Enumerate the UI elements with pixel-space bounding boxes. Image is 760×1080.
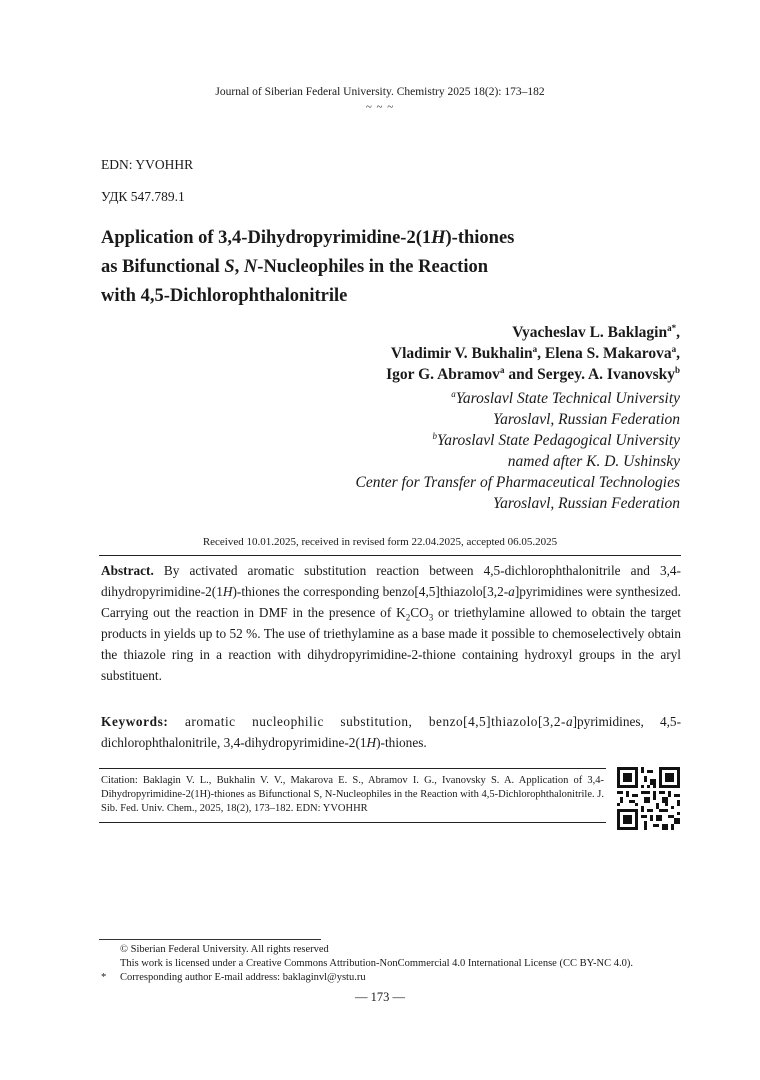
abstract-text: or triethylamine allowed to obtain the target products in yields up to 52 %. The use of triethylamine as a base made it possible to chemoselectively obtain the thiazole ring in a reaction with dihydropyrimidine-2-thione containing hydroxyl groups in the aryl substituent. bbox=[101, 605, 682, 683]
divider bbox=[99, 555, 681, 556]
copyright-text: © Siberian Federal University. All rights reserved bbox=[120, 944, 329, 955]
abstract-label: Abstract. bbox=[101, 563, 154, 578]
author-affil-mark: a* bbox=[667, 322, 677, 333]
affil-line: named after K. D. Ushinsky bbox=[507, 453, 680, 470]
keywords-text: ]pyrimidines, 4,5-dichlorophthalonitrile, 3,4-dihydropyrimidine-2(1 bbox=[101, 714, 681, 750]
abstract bbox=[101, 560, 681, 686]
keywords bbox=[101, 711, 681, 753]
author-affil-mark: a bbox=[671, 343, 677, 354]
author-name: , Elena S. Makarova bbox=[537, 345, 672, 362]
corresponding-author: Corresponding author E-mail address: baklaginvl@ystu.ru bbox=[120, 972, 366, 983]
abstract-text: ]pyrimidines were synthesized. Carrying out the reaction in DMF in the presence of K bbox=[101, 584, 681, 620]
title-text: as Bifunctional bbox=[101, 257, 225, 277]
title-text-italic: N bbox=[243, 257, 258, 277]
author-name: and Sergey. A. Ivanovsky bbox=[504, 366, 675, 383]
abstract-text-italic: H bbox=[222, 584, 233, 599]
affil-line: Yaroslavl State Pedagogical University bbox=[437, 432, 680, 449]
citation: Citation: Baklagin V. L., Bukhalin V. V., Makarova E. S., Abramov I. G., Ivanovsky S. A. Application of 3,4-Dihydropyrimidine-2(1H)-thiones as Bifunctional S, N-Nucleophiles in the Reaction with 4,5-Dichlorophthalonitrile. J. Sib. Fed. Univ. Chem., 2025, 18(2), 173–182. EDN: YVOHHR bbox=[101, 775, 604, 814]
footnotes bbox=[101, 943, 701, 985]
abstract-text-italic: a bbox=[508, 584, 515, 599]
udk-code: УДК 547.789.1 bbox=[101, 189, 185, 204]
keywords-text: )-thiones. bbox=[376, 735, 427, 750]
abstract-subscript: 3 bbox=[428, 612, 434, 623]
author-name: Igor G. Abramov bbox=[386, 366, 500, 383]
author-list bbox=[160, 322, 680, 385]
header-separator: ~ ~ ~ bbox=[365, 101, 395, 113]
affil-line: Yaroslavl, Russian Federation bbox=[492, 495, 680, 512]
title-text-italic: H bbox=[431, 228, 446, 248]
author-sep: , bbox=[676, 345, 680, 362]
received-dates: Received 10.01.2025, received in revised form 22.04.2025, accepted 06.05.2025 bbox=[202, 536, 558, 548]
footnote-divider bbox=[99, 939, 321, 940]
author-name: Vyacheslav L. Baklagin bbox=[512, 324, 668, 341]
abstract-text: By activated aromatic substitution reaction between 4,5-dichlorophthalonitrile and 3,4-dihydropyrimidine-2(1 bbox=[101, 563, 681, 599]
footnote-mark: * bbox=[101, 972, 107, 983]
title-text: Application of 3,4-Dihydropyrimidine-2(1 bbox=[101, 228, 432, 248]
affil-mark: b bbox=[432, 430, 438, 441]
keywords-label: Keywords: bbox=[101, 714, 169, 729]
title-text-italic: S bbox=[224, 257, 235, 277]
divider bbox=[99, 768, 606, 769]
abstract-text: )-thiones the corresponding benzo[4,5]thiazolo[3,2- bbox=[232, 584, 509, 599]
author-affil-mark: a bbox=[499, 364, 505, 375]
title-text: with 4,5-Dichlorophthalonitrile bbox=[101, 286, 348, 306]
affil-line: Yaroslavl State Technical University bbox=[455, 390, 680, 407]
author-name: Vladimir V. Bukhalin bbox=[390, 345, 533, 362]
keywords-text-italic: H bbox=[366, 735, 377, 750]
author-sep: , bbox=[676, 324, 680, 341]
journal-header: Journal of Siberian Federal University. Chemistry 2025 18(2): 173–182 bbox=[215, 86, 545, 98]
keywords-text: aromatic nucleophilic substitution, benzo[4,5]thiazolo[3,2- bbox=[168, 714, 566, 729]
keywords-text-italic: a bbox=[565, 714, 573, 729]
author-affil-mark: b bbox=[674, 364, 680, 375]
page-number: — 173 — bbox=[355, 990, 405, 1004]
abstract-text: CO bbox=[410, 605, 429, 620]
author-affil-mark: a bbox=[532, 343, 538, 354]
qr-code-icon bbox=[617, 767, 680, 830]
divider bbox=[99, 822, 606, 823]
title-text: -Nucleophiles in the Reaction bbox=[257, 257, 489, 277]
title-text: )-thiones bbox=[445, 228, 515, 248]
edn-code: EDN: YVOHHR bbox=[101, 157, 194, 172]
article-title bbox=[101, 224, 661, 311]
affil-mark: a bbox=[451, 388, 456, 399]
license-text: This work is licensed under a Creative Commons Attribution-NonCommercial 4.0 International License (CC BY-NC 4.0). bbox=[120, 958, 633, 969]
affil-line: Center for Transfer of Pharmaceutical Technologies bbox=[355, 474, 680, 491]
title-text: , bbox=[234, 257, 244, 277]
affiliations bbox=[160, 388, 680, 514]
affil-line: Yaroslavl, Russian Federation bbox=[492, 411, 680, 428]
abstract-subscript: 2 bbox=[405, 612, 411, 623]
